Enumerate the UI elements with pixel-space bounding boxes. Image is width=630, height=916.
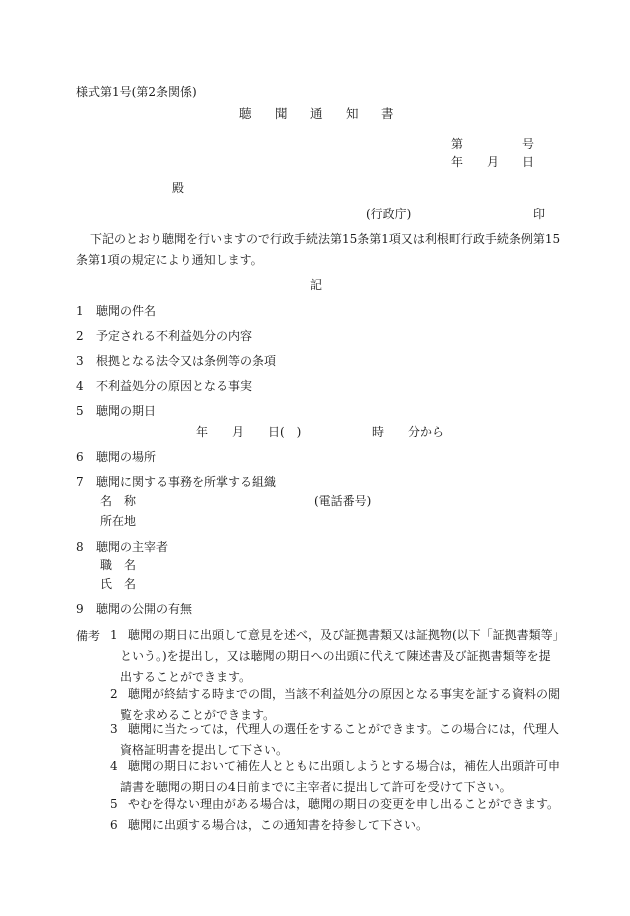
item-label: 聴聞の期日	[96, 404, 157, 418]
item-label: 聴聞の主宰者	[96, 540, 169, 554]
number-prefix: 第	[451, 137, 464, 151]
item-number: 1	[76, 304, 84, 318]
intro-line-1: 下記のとおり聴聞を行いますので行政手続法第15条第1項又は利根町行政手続条例第15	[90, 232, 561, 246]
item-label: 聴聞の場所	[96, 450, 157, 464]
hearing-year: 年	[196, 425, 209, 439]
remark-line: 資格証明書を提出して下さい。	[120, 743, 289, 757]
remark-number: 5	[110, 797, 118, 811]
presider-name-label: 氏 名	[100, 577, 137, 591]
item-number: 8	[76, 540, 84, 554]
item-number: 4	[76, 379, 84, 393]
hearing-minute: 分から	[408, 425, 445, 439]
remark-line: 聴聞に出頭する場合は，この通知書を持参して下さい。	[128, 818, 429, 832]
remark-line: 請書を聴聞の期日の4日前までに主宰者に提出して許可を受けて下さい。	[120, 780, 512, 794]
remarks-label: 備考	[76, 629, 101, 643]
hearing-month: 月	[232, 425, 245, 439]
item-label: 聴聞に関する事務を所掌する組織	[96, 475, 277, 489]
remark-line: という。)を提出し，又は聴聞の期日への出頭に代えて陳述書及び証拠書類等を提	[120, 649, 551, 663]
item-number: 2	[76, 329, 84, 343]
item-label: 不利益処分の原因となる事実	[96, 379, 253, 393]
org-address-label: 所在地	[100, 514, 137, 528]
remark-line: 聴聞の期日に出頭して意見を述べ，及び証拠書類又は証拠物(以下「証拠書類等」	[128, 628, 565, 642]
number-suffix: 号	[522, 137, 535, 151]
date-year: 年	[451, 155, 464, 169]
title-char: 聴	[239, 106, 252, 121]
remark-note	[74, 625, 566, 688]
agency-label: (行政庁)	[366, 207, 412, 221]
intro-line-2: 条第1項の規定により通知します。	[76, 253, 263, 267]
item-number: 7	[76, 475, 84, 489]
remark-line: 覧を求めることができます。	[120, 708, 276, 722]
org-phone-label: (電話番号)	[314, 494, 372, 508]
date-day: 日	[522, 155, 535, 169]
ki-heading: 記	[310, 278, 323, 292]
remark-line: 聴聞が終結する時までの間，当該不利益処分の原因となる事実を証する資料の閲	[128, 687, 561, 701]
remark-note	[74, 794, 566, 815]
remark-number: 4	[110, 759, 118, 773]
remark-line: 聴聞の期日において補佐人とともに出頭しようとする場合は，補佐人出頭許可申	[128, 759, 561, 773]
item-number: 6	[76, 450, 84, 464]
item-number: 9	[76, 602, 84, 616]
title-char: 通	[310, 106, 323, 121]
date-month: 月	[487, 155, 500, 169]
hearing-hour: 時	[372, 425, 385, 439]
item-number: 5	[76, 404, 84, 418]
form-label: 様式第1号(第2条関係)	[76, 85, 197, 99]
title-char: 知	[346, 106, 359, 121]
remark-note	[74, 815, 566, 836]
remark-number: 6	[110, 818, 118, 832]
item-label: 予定される不利益処分の内容	[96, 329, 253, 343]
item-label: 聴聞の件名	[96, 304, 157, 318]
remark-number: 2	[110, 687, 118, 701]
remark-line: やむを得ない理由がある場合は，聴聞の期日の変更を申し出ることができます。	[128, 797, 560, 811]
remark-note	[74, 719, 566, 761]
remark-line: 聴聞に当たっては，代理人の選任をすることができます。この場合には，代理人	[128, 722, 560, 736]
addressee-suffix: 殿	[172, 181, 185, 195]
title-char: 聞	[275, 106, 288, 121]
remark-line: 出することができます。	[120, 670, 252, 684]
remark-number: 3	[110, 722, 118, 736]
hearing-day: 日( )	[268, 425, 302, 439]
item-number: 3	[76, 354, 84, 368]
remark-note	[74, 756, 566, 798]
item-label: 聴聞の公開の有無	[96, 602, 193, 616]
title-char: 書	[381, 106, 394, 121]
remark-number: 1	[110, 628, 118, 642]
presider-title-label: 職 名	[100, 558, 137, 572]
seal-label: 印	[533, 207, 546, 221]
org-name-label: 名 称	[100, 494, 137, 508]
item-label: 根拠となる法令又は条例等の条項	[96, 354, 277, 368]
